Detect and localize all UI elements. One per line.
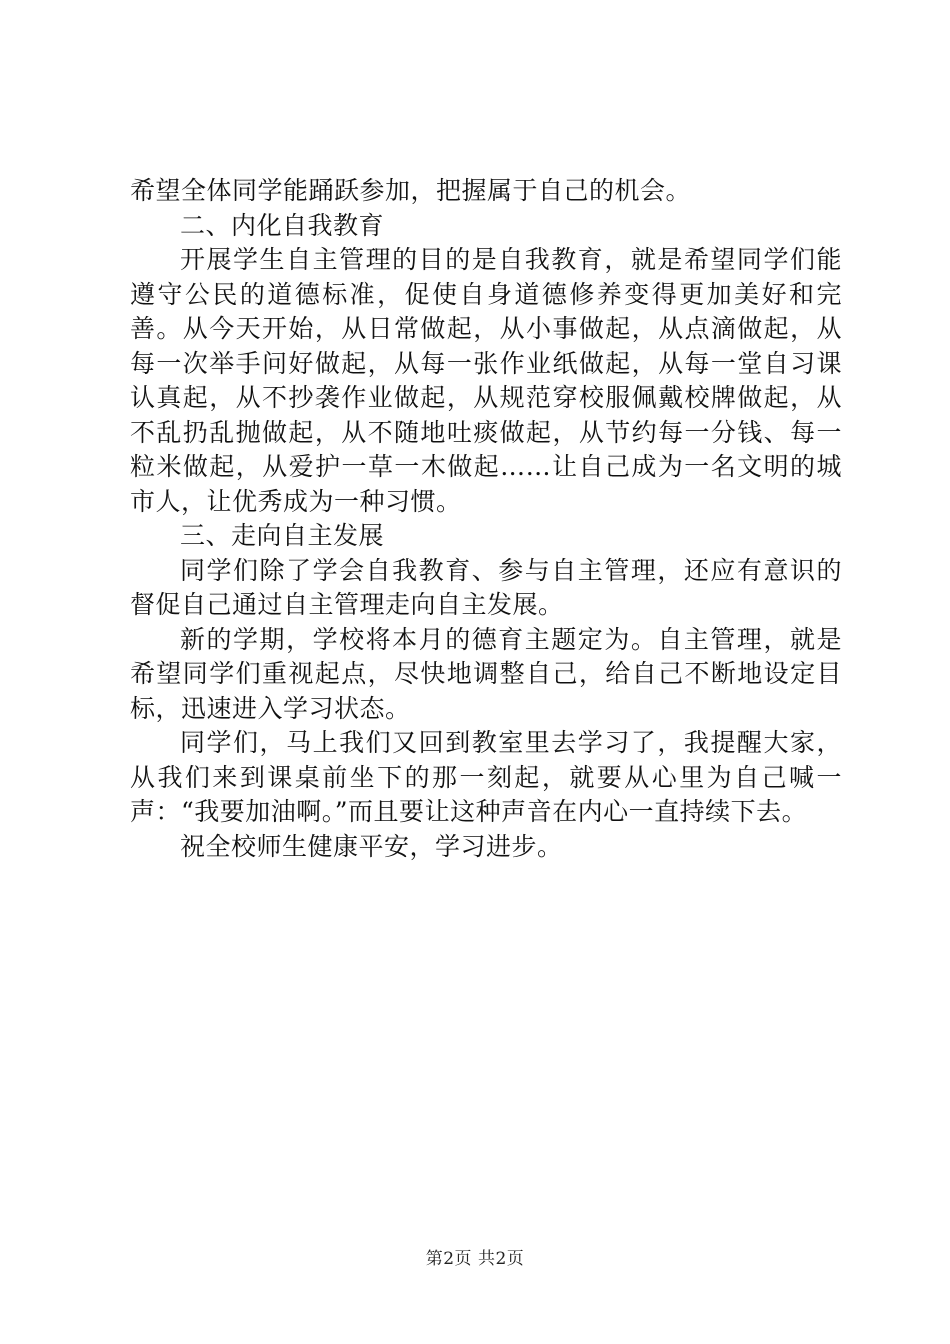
paragraph-new-semester: 新的学期，学校将本月的德育主题定为。自主管理，就是希望同学们重视起点，尽快地调整自己，给自己不断地设定目标，迅速进入学习状态。 <box>130 624 842 723</box>
paragraph-continuation: 希望全体同学能踊跃参加，把握属于自己的机会。 <box>130 176 692 205</box>
paragraph-self-development: 同学们除了学会自我教育、参与自主管理，还应有意识的督促自己通过自主管理走向自主发展。 <box>130 555 842 619</box>
section-heading-2: 二、内化自我教育 <box>180 210 385 240</box>
section-heading-3: 三、走向自主发展 <box>180 521 385 550</box>
paragraph-self-education: 开展学生自主管理的目的是自我教育，就是希望同学们能遵守公民的道德标准，促使自身道德修养变得更加美好和完善。从今天开始，从日常做起，从小事做起，从点滴做起，从每一次举手问好做起，从每一张作业纸做起，从每一堂自习课认真起，从不抄袭作业做起，从规范穿校服佩戴校牌做起，从不乱扔乱抛做起，从不随地吐痰做起，从节约每一分钱、每一粒米做起，从爱护一草一木做起……让自己成为一名文明的城市人，让优秀成为一种习惯。 <box>130 245 842 516</box>
page-number-footer: 第2页 共2页 <box>425 1249 525 1269</box>
paragraph-reminder: 同学们，马上我们又回到教室里去学习了，我提醒大家，从我们来到课桌前坐下的那一刻起，就要从心里为自己喊一声：“我要加油啊。”而且要让这种声音在内心一直持续下去。 <box>130 728 842 826</box>
paragraph-closing-wish: 祝全校师生健康平安，学习进步。 <box>180 831 563 861</box>
document-body <box>130 174 842 864</box>
